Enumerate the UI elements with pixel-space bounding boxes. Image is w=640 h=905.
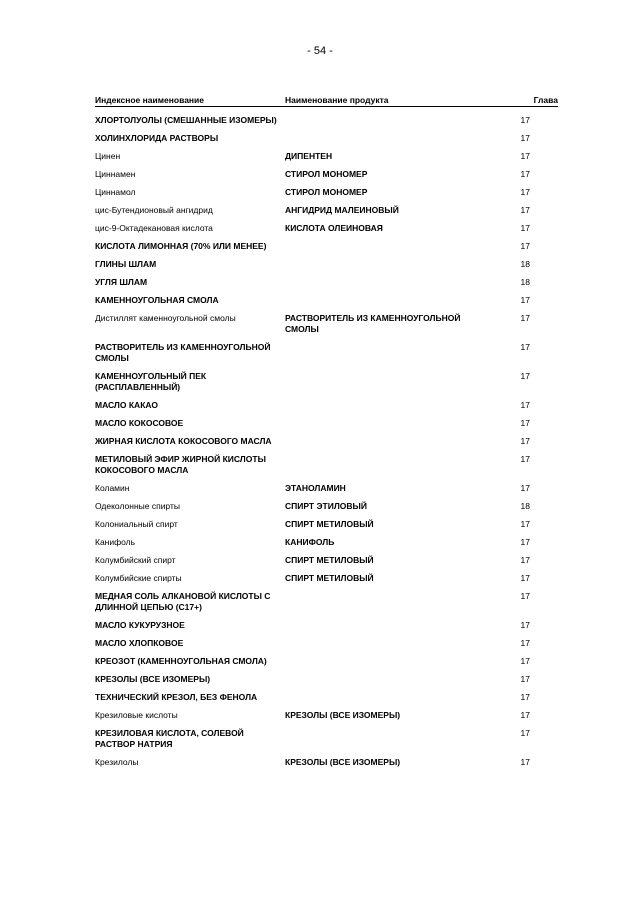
chapter-cell: 18 bbox=[520, 259, 530, 269]
chapter-cell: 17 bbox=[520, 241, 530, 251]
product-name-cell bbox=[285, 591, 500, 613]
index-name-cell: цис-Бутендионовый ангидрид bbox=[95, 205, 213, 215]
table-row bbox=[95, 573, 558, 584]
index-name-cell: МАСЛО КОКОСОВОЕ bbox=[95, 418, 184, 428]
product-name-cell bbox=[285, 371, 500, 393]
table-row bbox=[95, 241, 558, 252]
index-name-cell: Крезиловые кислоты bbox=[95, 710, 178, 720]
table-row bbox=[95, 205, 558, 216]
table-row bbox=[95, 169, 558, 180]
chapter-cell: 17 bbox=[520, 555, 530, 565]
header-index-name: Индексное наименование bbox=[95, 95, 205, 105]
index-name-cell: МАСЛО ХЛОПКОВОЕ bbox=[95, 638, 184, 648]
chapter-cell: 17 bbox=[520, 436, 530, 446]
index-name-cell: КАМЕННОУГОЛЬНАЯ СМОЛА bbox=[95, 295, 219, 305]
page-number: - 54 - bbox=[307, 45, 333, 57]
product-name-cell: РАСТВОРИТЕЛЬ ИЗ КАМЕННОУГОЛЬНОЙ СМОЛЫ bbox=[285, 313, 461, 334]
chapter-cell: 17 bbox=[520, 573, 530, 583]
chapter-cell: 17 bbox=[520, 223, 530, 233]
product-name-cell: КРЕЗОЛЫ (ВСЕ ИЗОМЕРЫ) bbox=[285, 757, 401, 767]
product-name-cell: СПИРТ ЭТИЛОВЫЙ bbox=[285, 501, 367, 511]
index-name-cell: РАСТВОРИТЕЛЬ ИЗ КАМЕННОУГОЛЬНОЙ СМОЛЫ bbox=[95, 342, 271, 363]
table-row bbox=[95, 436, 558, 447]
chapter-cell: 17 bbox=[520, 418, 530, 428]
chapter-cell: 17 bbox=[520, 371, 530, 381]
index-name-cell: Циннамен bbox=[95, 169, 136, 179]
header-chapter: Глава bbox=[533, 95, 558, 105]
chapter-cell: 18 bbox=[520, 501, 530, 511]
product-index-table bbox=[95, 94, 558, 775]
product-name-cell bbox=[285, 436, 500, 447]
index-name-cell: ТЕХНИЧЕСКИЙ КРЕЗОЛ, БЕЗ ФЕНОЛА bbox=[95, 692, 258, 702]
index-name-cell: МАСЛО КАКАО bbox=[95, 400, 159, 410]
table-row bbox=[95, 454, 558, 476]
product-name-cell: КАНИФОЛЬ bbox=[285, 537, 335, 547]
table-row bbox=[95, 342, 558, 364]
chapter-cell: 17 bbox=[520, 620, 530, 630]
product-name-cell: ЭТАНОЛАМИН bbox=[285, 483, 346, 493]
table-row bbox=[95, 555, 558, 566]
product-name-cell: СПИРТ МЕТИЛОВЫЙ bbox=[285, 555, 374, 565]
table-row bbox=[95, 133, 558, 144]
header-product-name: Наименование продукта bbox=[285, 95, 389, 105]
table-row bbox=[95, 187, 558, 198]
chapter-cell: 17 bbox=[520, 115, 530, 125]
chapter-cell: 17 bbox=[520, 133, 530, 143]
chapter-cell: 17 bbox=[520, 400, 530, 410]
table-row bbox=[95, 501, 558, 512]
index-name-cell: Дистиллят каменноугольной смолы bbox=[95, 313, 236, 323]
chapter-cell: 17 bbox=[520, 205, 530, 215]
table-row bbox=[95, 519, 558, 530]
chapter-cell: 17 bbox=[520, 342, 530, 352]
table-row bbox=[95, 313, 558, 335]
chapter-cell: 17 bbox=[520, 692, 530, 702]
product-name-cell: СПИРТ МЕТИЛОВЫЙ bbox=[285, 573, 374, 583]
index-name-cell: КРЕОЗОТ (КАМЕННОУГОЛЬНАЯ СМОЛА) bbox=[95, 656, 267, 666]
index-name-cell: МАСЛО КУКУРУЗНОЕ bbox=[95, 620, 185, 630]
product-name-cell: ДИПЕНТЕН bbox=[285, 151, 333, 161]
product-name-cell bbox=[285, 241, 500, 252]
chapter-cell: 17 bbox=[520, 313, 530, 323]
product-name-cell bbox=[285, 342, 500, 364]
chapter-cell: 17 bbox=[520, 537, 530, 547]
index-name-cell: ХЛОРТОЛУОЛЫ (СМЕШАННЫЕ ИЗОМЕРЫ) bbox=[95, 115, 277, 125]
chapter-cell: 17 bbox=[520, 656, 530, 666]
chapter-cell: 17 bbox=[520, 591, 530, 601]
product-name-cell: АНГИДРИД МАЛЕИНОВЫЙ bbox=[285, 205, 399, 215]
index-name-cell: Крезилолы bbox=[95, 757, 139, 767]
index-name-cell: КИСЛОТА ЛИМОННАЯ (70% ИЛИ МЕНЕЕ) bbox=[95, 241, 267, 251]
index-name-cell: Одеколонные спирты bbox=[95, 501, 180, 511]
table-row bbox=[95, 537, 558, 548]
table-row bbox=[95, 483, 558, 494]
index-name-cell: Колумбийские спирты bbox=[95, 573, 182, 583]
product-name-cell bbox=[285, 115, 500, 126]
chapter-cell: 17 bbox=[520, 757, 530, 767]
chapter-cell: 17 bbox=[520, 728, 530, 738]
product-name-cell: СТИРОЛ МОНОМЕР bbox=[285, 169, 368, 179]
chapter-cell: 17 bbox=[520, 674, 530, 684]
index-name-cell: цис-9-Октадекановая кислота bbox=[95, 223, 213, 233]
index-name-cell: Колониальный спирт bbox=[95, 519, 178, 529]
chapter-cell: 17 bbox=[520, 295, 530, 305]
product-name-cell: СТИРОЛ МОНОМЕР bbox=[285, 187, 368, 197]
product-name-cell bbox=[285, 259, 500, 270]
product-name-cell bbox=[285, 418, 500, 429]
product-name-cell bbox=[285, 692, 500, 703]
product-name-cell bbox=[285, 295, 500, 306]
chapter-cell: 17 bbox=[520, 483, 530, 493]
table-row bbox=[95, 638, 558, 649]
table-row bbox=[95, 223, 558, 234]
chapter-cell: 17 bbox=[520, 151, 530, 161]
product-name-cell bbox=[285, 277, 500, 288]
table-header bbox=[95, 94, 558, 107]
index-name-cell: УГЛЯ ШЛАМ bbox=[95, 277, 148, 287]
product-name-cell bbox=[285, 400, 500, 411]
table-row bbox=[95, 728, 558, 750]
table-row bbox=[95, 371, 558, 393]
chapter-cell: 17 bbox=[520, 454, 530, 464]
index-name-cell: Коламин bbox=[95, 483, 130, 493]
product-name-cell bbox=[285, 454, 500, 476]
table-row bbox=[95, 656, 558, 667]
index-name-cell: МЕДНАЯ СОЛЬ АЛКАНОВОЙ КИСЛОТЫ С ДЛИННОЙ ЦЕПЬЮ (С17+) bbox=[95, 591, 271, 612]
table-row bbox=[95, 710, 558, 721]
index-name-cell: ГЛИНЫ ШЛАМ bbox=[95, 259, 157, 269]
index-name-cell: КРЕЗОЛЫ (ВСЕ ИЗОМЕРЫ) bbox=[95, 674, 211, 684]
product-name-cell: КИСЛОТА ОЛЕИНОВАЯ bbox=[285, 223, 383, 233]
product-name-cell bbox=[285, 620, 500, 631]
index-name-cell: КРЕЗИЛОВАЯ КИСЛОТА, СОЛЕВОЙ РАСТВОР НАТРИЯ bbox=[95, 728, 244, 749]
table-row bbox=[95, 115, 558, 126]
table-row bbox=[95, 591, 558, 613]
table-row bbox=[95, 295, 558, 306]
table-row bbox=[95, 757, 558, 768]
table-row bbox=[95, 400, 558, 411]
product-name-cell bbox=[285, 656, 500, 667]
table-body bbox=[95, 115, 558, 768]
index-name-cell: Цинен bbox=[95, 151, 121, 161]
table-row bbox=[95, 418, 558, 429]
table-row bbox=[95, 259, 558, 270]
index-name-cell: Канифоль bbox=[95, 537, 136, 547]
table-row bbox=[95, 277, 558, 288]
table-row bbox=[95, 692, 558, 703]
index-name-cell: ХОЛИНХЛОРИДА РАСТВОРЫ bbox=[95, 133, 219, 143]
product-name-cell: СПИРТ МЕТИЛОВЫЙ bbox=[285, 519, 374, 529]
chapter-cell: 18 bbox=[520, 277, 530, 287]
product-name-cell bbox=[285, 674, 500, 685]
chapter-cell: 17 bbox=[520, 638, 530, 648]
chapter-cell: 17 bbox=[520, 169, 530, 179]
product-name-cell bbox=[285, 728, 500, 750]
table-row bbox=[95, 674, 558, 685]
product-name-cell: КРЕЗОЛЫ (ВСЕ ИЗОМЕРЫ) bbox=[285, 710, 401, 720]
table-row bbox=[95, 620, 558, 631]
index-name-cell: ЖИРНАЯ КИСЛОТА КОКОСОВОГО МАСЛА bbox=[95, 436, 272, 446]
index-name-cell: МЕТИЛОВЫЙ ЭФИР ЖИРНОЙ КИСЛОТЫ КОКОСОВОГО МАСЛА bbox=[95, 454, 266, 475]
chapter-cell: 17 bbox=[520, 710, 530, 720]
product-name-cell bbox=[285, 133, 500, 144]
chapter-cell: 17 bbox=[520, 187, 530, 197]
index-name-cell: Циннамол bbox=[95, 187, 136, 197]
chapter-cell: 17 bbox=[520, 519, 530, 529]
index-name-cell: КАМЕННОУГОЛЬНЫЙ ПЕК (РАСПЛАВЛЕННЫЙ) bbox=[95, 371, 207, 392]
table-row bbox=[95, 151, 558, 162]
index-name-cell: Колумбийский спирт bbox=[95, 555, 176, 565]
product-name-cell bbox=[285, 638, 500, 649]
